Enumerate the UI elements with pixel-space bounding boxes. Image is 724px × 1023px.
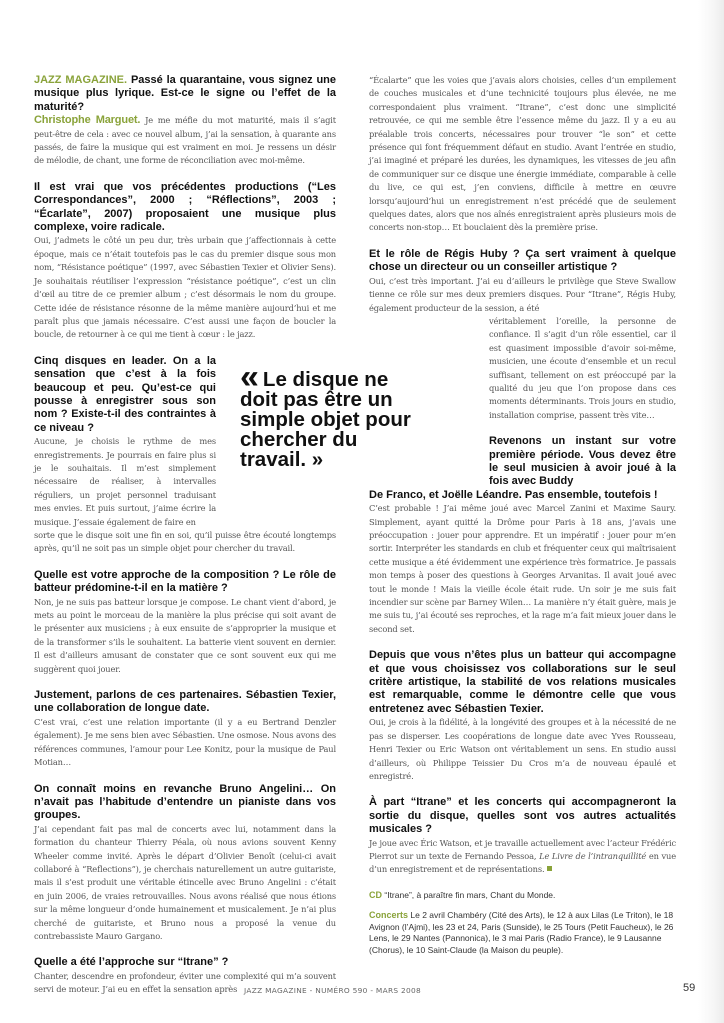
pull-quote-text: Le disque ne doit pas être un simple objet pour chercher du travail. »: [240, 368, 411, 471]
question: JAZZ MAGAZINE. Passé la quarantaine, vous signez une musique plus lyrique. Est-ce le signe ou l’effet de la maturité?: [34, 74, 337, 113]
answer: sorte que le disque soit une fin en soi, qu’il puisse être écouté longtemps après, qu’il ne soit pas un simple objet pour chercher du travail.: [34, 530, 336, 554]
answer: C’est probable ! J’ai même joué avec Marcel Zanini et Maxime Saury. Simplement, ayant quitté la Drôme pour Paris à 18 ans, j’avais une préoccupation : jouer pour apprendre. Et un impératif : jouer pour m’en sortir. Interpréter les standards en club et fréquenter ceux qui maîtrisaient cette musique a été évidemment une expérience très formatrice. Je passais mon temps à poser des questions à Georges Arvanitas. Il avait joué avec tout le monde ! Mais la vieille école était rude. Un soir je me suis fait incendier sur scène par Barney Wilen… La manière n’y était guère, mais je me suis tu, j’ai écouté ses reproches, et la rage m’a fait mieux jouer dans le second set.: [369, 503, 676, 634]
magazine-label: JAZZ MAGAZINE.: [34, 74, 128, 86]
answer-narrow: Aucune, je choisis le rythme de mes enregistrements. Je pourrais en faire plus si je le souhaitais. Il m’est simplement nécessaire de réaliser, à intervalles réguliers, un projet personnel traduisant mes envies. Et puis surtout, j’aime écrire la musique. J’essaie également de faire en: [34, 436, 216, 527]
cd-note: CD “Itrane”, à paraître fin mars, Chant du Monde.: [369, 889, 556, 900]
right-column: [369, 74, 676, 956]
answer: J’ai cependant fait pas mal de concerts avec lui, notamment dans la formation du chanteur Thierry Péala, où nous avions souvent Kenny Wheeler comme invité. Après le départ d’Olivier Benoît (celui-ci avait collaboré à “Reflections”), je cherchais naturellement un autre guitariste, mais il s’est produit une véritable étincelle avec Bruno Angelini : c’était en juin 2006, de vraies retrouvailles. Nous avons réalisé que nous étions sur la même longueur d’onde humainement et musicalement. Je n’ai plus cherché de guitariste, et Bruno nous a proposé la venue du contrebassiste Mauro Gargano.: [34, 823, 336, 941]
interview-block: [369, 74, 676, 235]
question: À part “Itrane” et les concerts qui accompagneront la sortie du disque, quelles sont vos autres actualités musicales ?: [369, 796, 676, 836]
cd-label: CD: [369, 889, 382, 900]
interview-block: [34, 689, 336, 769]
answer: C’est vrai, c’est une relation importante (il y a eu Bertrand Denzler également). Je me sens bien avec Sébastien. Une osmose. Nous avons des références communes, l’amour pour Lee Konitz, pour la musique de Paul Motian…: [34, 716, 336, 768]
question: Cinq disques en leader. On a la sensation que c’est à la fois beaucoup et peu. Qu’est-ce qui pousse à enregistrer sous son nom ? Existe-t-il des contraintes à ce niveau ?: [34, 354, 216, 434]
interview-block: [369, 796, 676, 876]
concerts-note: Concerts Le 2 avril Chambéry (Cité des Arts), le 12 à aux Lilas (Le Triton), le 18 Avignon (l’Ajmi), les 23 et 24, Paris (Sunside), le 25 Tours (Petit Faucheux), le 26 Lens, le 29 Nantes (Pannonica), le 3 mai Paris (Radio France), le 9 Lausanne (Chorus), le 10 Saint-Claude (la Maison du peuple).: [369, 910, 674, 955]
question: Quelle est votre approche de la composition ? Le rôle de batteur prédomine-t-il en la matière ?: [34, 568, 336, 595]
concerts-label: Concerts: [369, 910, 409, 921]
question: Depuis que vous n’êtes plus un batteur qui accompagne et que vous choisissez vos collaborations sur le seul critère artistique, la stabilité de vos relations musicales est remarquable, comme le démontre celle que vous entretenez avec Sébastien Texier.: [369, 649, 676, 715]
interview-block: [369, 435, 676, 636]
interview-block: [34, 783, 336, 944]
answer: Oui, j’admets le côté un peu dur, très urbain que j’affectionnais à cette époque, mais ce n’était toutefois pas le cas du premier disque sous mon nom, “Résistance poétique” (1997, avec Sébastien Texier et Olivier Sens). Je souhaitais réutiliser l’expression “résistance poétique”, c’est un clin d’œil au titre de ce premier album ; c’est désormais le nom du groupe. Cette idée de résistance résonne de la même manière aujourd’hui et me paraît plus que jamais nécessaire. C’est aussi une façon de boucler la boucle, de retourner à ce qui me tient à cœur : le jazz.: [34, 235, 336, 340]
interview-block: [369, 649, 676, 783]
interviewee-label: Christophe Marguet.: [34, 114, 141, 127]
answer: Chanter, descendre en profondeur, éviter une complexité qui m’a souvent servi de moteur. J’ai eu en effet la sensation après: [34, 970, 336, 995]
interview-block: [34, 74, 336, 168]
end-of-article-icon: [547, 866, 552, 871]
page-footer: JAZZ MAGAZINE - NUMÉRO 590 - MARS 2008: [244, 986, 422, 995]
answer: Oui, c’est très important. J’ai eu d’ailleurs le privilège que Steve Swallow tienne ce rôle sur mes deux premiers disques. Pour “Itrane”, Régis Huby, également producteur de la session, a été: [369, 275, 676, 313]
answer: Christophe Marguet. Je me méfie du mot maturité, mais il s’agit peut-être de cela : avec ce nouvel album, j’ai la sensation, à quarante ans passés, de faire la musique qui est vraiment en moi. Je ressens un désir de mélodie, de chant, une forme de réconciliation avec moi-même.: [34, 114, 336, 166]
answer: Non, je ne suis pas batteur lorsque je compose. Le chant vient d’abord, je mets au point le morceau de la manière la plus précise qui soit avant de le présenter aux musiciens ; à eux ensuite de s’approprier la musique et de la transformer s’ils le souhaitent. La batterie vient souvent en dernier. Il est d’ailleurs amusant de constater que ce sont souvent eux qui me suggèrent quoi jouer.: [34, 596, 336, 674]
book-title: Le Livre de l’intranquillité: [539, 850, 647, 861]
answer: Oui, je crois à la fidélité, à la longévité des groupes et à la nécessité de ne pas se disperser. Les coopérations de longue date avec Yves Rousseau, Henri Texier ou Eric Watson ont véritablement un sens. En studio aussi d’ailleurs, où Philippe Teissier Du Cros m’a de nouveau épaulé et enregistré.: [369, 717, 676, 781]
left-column: [34, 74, 336, 1010]
question-narrow: Revenons un instant sur votre première période. Vous devez être le seul musicien à avoir joué à la fois avec Buddy: [489, 435, 676, 488]
answer: Je joue avec Éric Watson, et je travaille actuellement avec l’acteur Frédéric Pierrot sur un texte de Fernando Pessoa, Le Livre de l’intranquillité en vue d’un enregistrement et de représentations.: [369, 837, 676, 875]
interview-block: [34, 569, 336, 676]
question: Quelle a été l’approche sur “Itrane” ?: [34, 956, 229, 969]
interview-block: [369, 248, 676, 422]
question: Et le rôle de Régis Huby ? Ça sert vraiment à quelque chose un directeur ou un conseiller artistique ?: [369, 247, 676, 274]
page-number: 59: [683, 982, 696, 994]
answer-narrow: véritablement l’oreille, la personne de confiance. Il s’agit d’un rôle essentiel, car il est quasiment impossible d’avoir soi-même, musicien, une écoute d’ensemble et un recul suffisant, tellement on est préoccupé par la qualité du jeu que l’on propose dans ces moments déterminants. Trois jours en studio, installation comprise, passent très vite…: [489, 315, 676, 420]
page-binding-shadow: [698, 0, 724, 1023]
question: Justement, parlons de ces partenaires. Sébastien Texier, une collaboration de longue date.: [34, 689, 336, 715]
question: On connaît moins en revanche Bruno Angelini… On n’avait pas l’habitude d’entendre un pianiste dans vos groupes.: [34, 782, 336, 822]
question: De Franco, et Joëlle Léandre. Pas ensemble, toutefois !: [369, 488, 658, 501]
interview-block: [34, 181, 336, 342]
open-quote-mark: «: [240, 358, 253, 396]
question: Il est vrai que vos précédentes productions (“Les Correspondances”, 2000 ; “Réflections”, 2003 ; “Écarlate”, 2007) proposaient une musique plus complexe, voire radicale.: [34, 180, 336, 234]
answer: “Écalarte” que les voies que j’avais alors choisies, celles d’un empilement de couches musicales et d’une technicité toujours plus élevée, ne me correspondaient plus vraiment. “Itrane”, c’est donc une simplicité retrouvée, ce qui me semble être l’essence même du jazz. Il y a eu au préalable trois concerts, nécessaires pour trouver “le son” et cette présence qui font fréquemment défaut en studio. Avant l’entrée en studio, j’ai imaginé et préparé les durées, les dynamiques, les vitesses de jeu afin de communiquer sur ce disque une énergie immédiate, comparable à celle du live, ce qui est, j’en conviens, difficile à mettre en œuvre lorsqu’aujourd’hui un enregistrement n’est précédé que de seulement quelques dates, alors que nos aînés enregistraient après plusieurs mois de concerts non-stop… Et bouclaient dès la première prise.: [369, 75, 676, 233]
